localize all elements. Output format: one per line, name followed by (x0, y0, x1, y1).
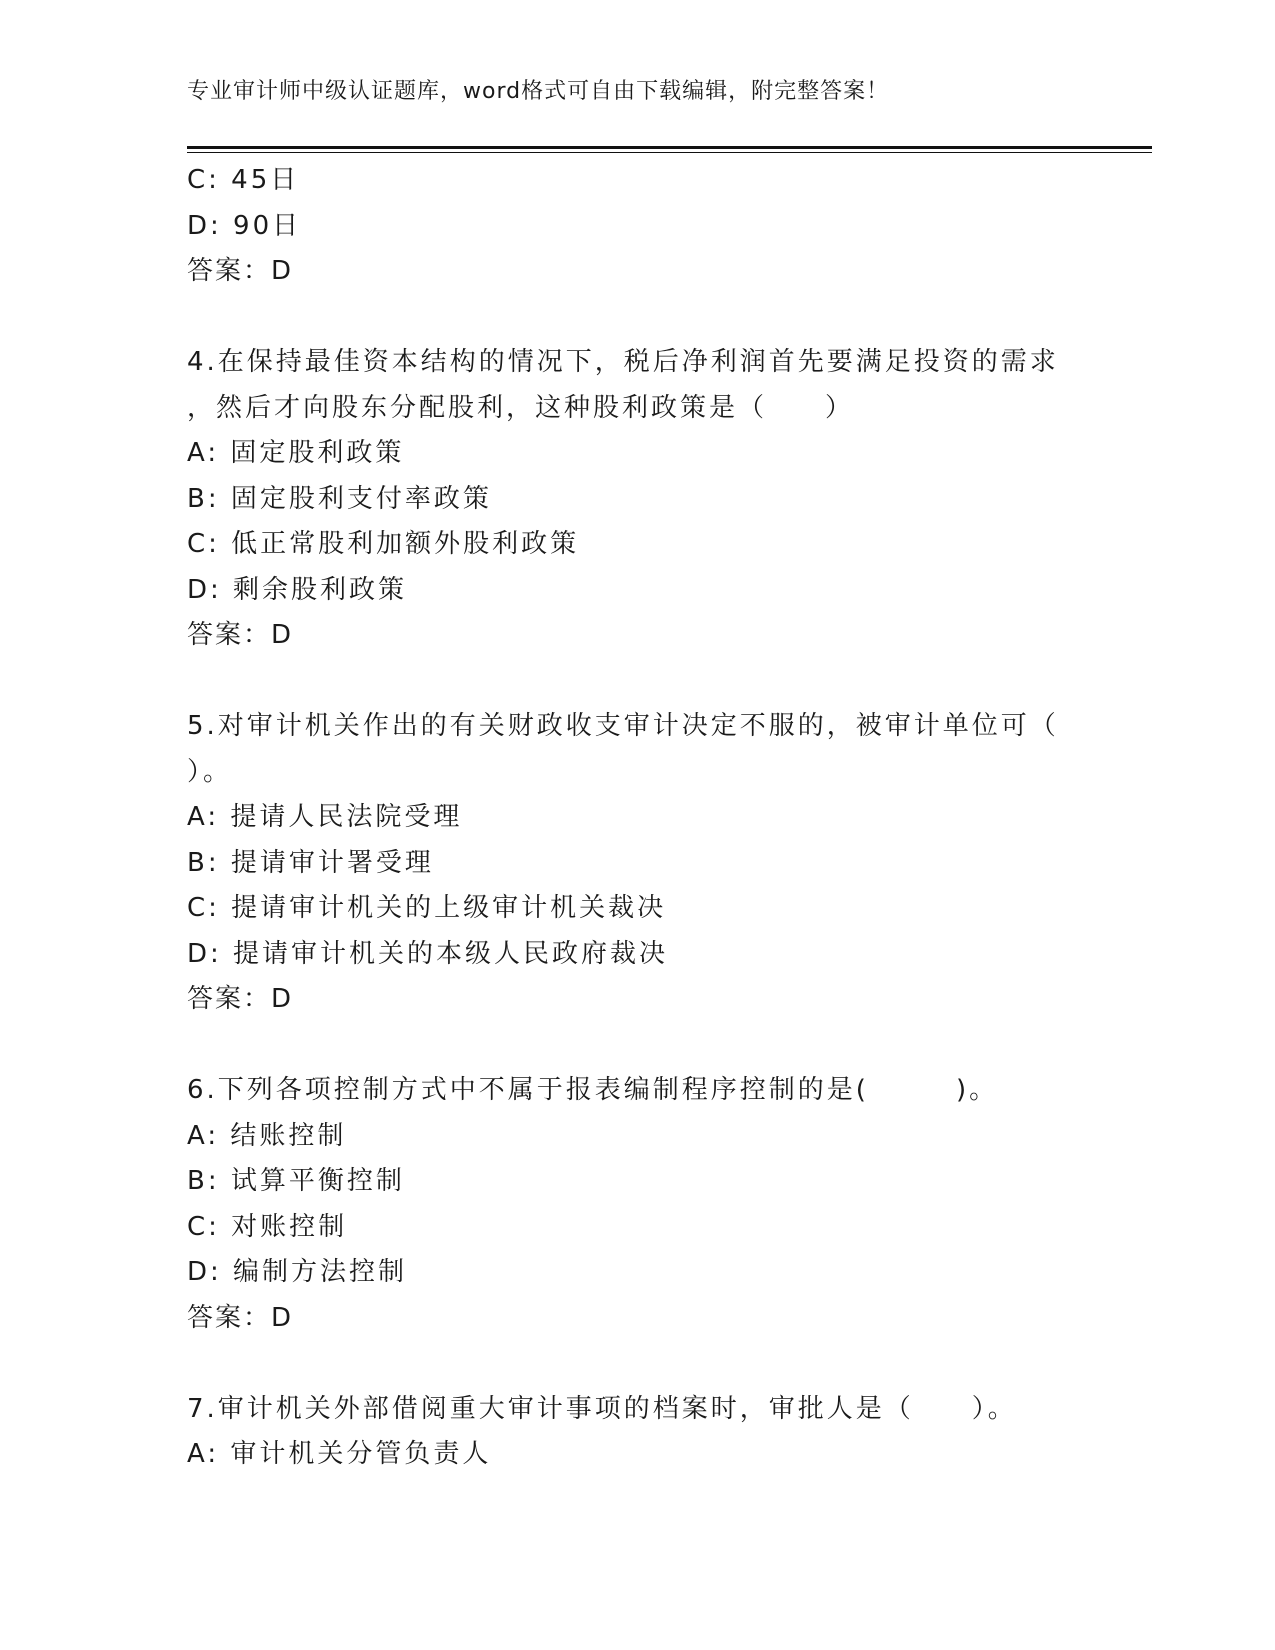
option-a: A: 提请人民法院受理 (187, 802, 463, 832)
question-stem: ）。 (187, 756, 233, 787)
option-d: D: 提请审计机关的本级人民政府裁决 (187, 938, 669, 969)
option-c: C: 低正常股利加额外股利政策 (187, 529, 580, 559)
option-c: C: 提请审计机关的上级审计机关裁决 (187, 893, 667, 923)
answer-line: 答案：D (187, 256, 294, 286)
spacer (187, 1341, 1107, 1387)
spacer (187, 295, 1107, 341)
question-stem: 4.在保持最佳资本结构的情况下，税后净利润首先要满足投资的需求 (187, 347, 1059, 377)
question-stem: ，然后才向股东分配股利，这种股利政策是（ ） (187, 392, 855, 423)
option-b: B: 提请审计署受理 (187, 847, 434, 878)
prev-question-tail (187, 158, 1107, 295)
answer-line: 答案：D (187, 620, 294, 650)
spacer (187, 659, 1107, 705)
question-stem: 6.下列各项控制方式中不属于报表编制程序控制的是( )。 (187, 1075, 999, 1105)
header-text: 专业审计师中级认证题库，word格式可自由下载编辑，附完整答案！ (187, 79, 890, 104)
header-rule-thick (187, 146, 1152, 149)
answer-line: 答案：D (187, 984, 294, 1014)
option-a: A: 结账控制 (187, 1120, 347, 1151)
question-7 (187, 1387, 1107, 1478)
option-d: D: 剩余股利政策 (187, 574, 408, 605)
question-stem: 5.对审计机关作出的有关财政收支审计决定不服的，被审计单位可（ (187, 711, 1059, 741)
option-a: A: 固定股利政策 (187, 438, 405, 468)
question-stem: 7.审计机关外部借阅重大审计事项的档案时，审批人是（ ）。 (187, 1393, 1017, 1424)
option-b: B: 试算平衡控制 (187, 1166, 405, 1196)
option-d: D: 编制方法控制 (187, 1257, 408, 1287)
option-c: C: 45日 (187, 165, 300, 195)
answer-line: 答案：D (187, 1302, 294, 1333)
option-b: B: 固定股利支付率政策 (187, 483, 492, 514)
option-a: A: 审计机关分管负责人 (187, 1439, 492, 1469)
question-4 (187, 340, 1107, 659)
document-body (187, 158, 1107, 1478)
option-c: C: 对账控制 (187, 1211, 348, 1242)
option-d: D: 90日 (187, 210, 302, 241)
question-6 (187, 1068, 1107, 1341)
spacer (187, 1023, 1107, 1069)
header-rule-thin (187, 152, 1152, 153)
question-5 (187, 704, 1107, 1023)
